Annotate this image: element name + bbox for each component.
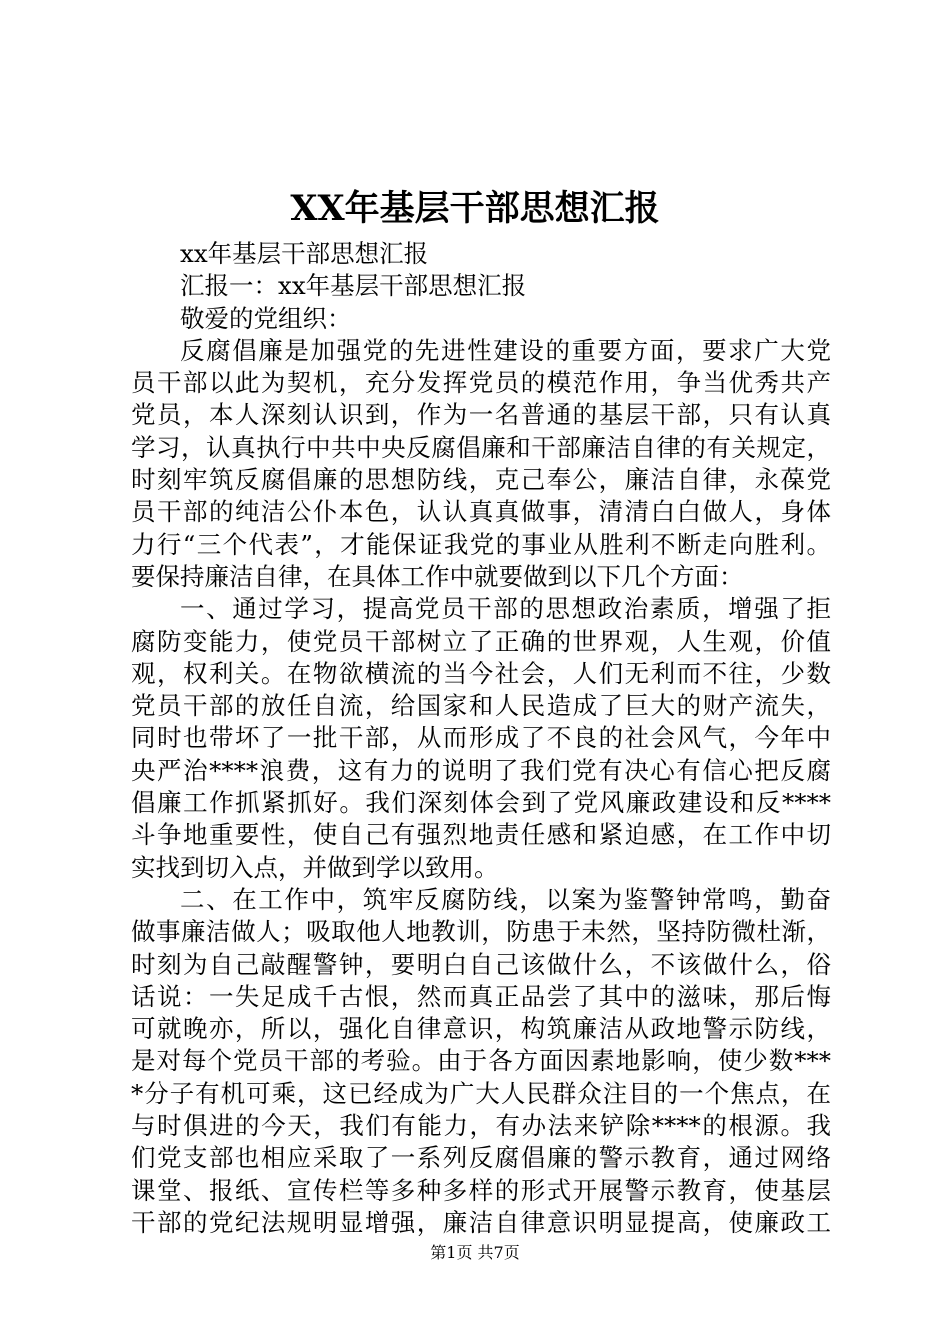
- text-line: 话说：一失足成千古恨，然而真正品尝了其中的滋味，那后悔: [131, 981, 831, 1011]
- text-line: 反腐倡廉是加强党的先进性建设的重要方面，要求广大党: [180, 335, 831, 365]
- text-line: 倡廉工作抓紧抓好。我们深刻体会到了党风廉政建设和反****: [131, 788, 831, 818]
- text-line: xx年基层干部思想汇报: [180, 239, 429, 268]
- text-line: 要保持廉洁自律，在具体工作中就要做到以下几个方面：: [131, 561, 744, 591]
- text-line: 一、通过学习，提高党员干部的思想政治素质，增强了拒: [180, 594, 831, 624]
- text-line: 与时俱进的今天，我们有能力，有办法来铲除****的根源。我: [131, 1111, 831, 1141]
- text-line: 员干部的纯洁公仆本色，认认真真做事，清清白白做人，身体: [131, 497, 831, 527]
- text-line: 学习，认真执行中共中央反腐倡廉和干部廉洁自律的有关规定，: [131, 432, 831, 462]
- page-number: 第1页 共7页: [430, 1243, 520, 1262]
- text-line: 二、在工作中，筑牢反腐防线，以案为鉴警钟常鸣，勤奋: [180, 884, 831, 914]
- text-line: 员干部以此为契机，充分发挥党员的模范作用，争当优秀共产: [131, 368, 831, 398]
- text-line: 同时也带坏了一批干部，从而形成了不良的社会风气，今年中: [131, 723, 831, 753]
- document-body: [131, 238, 831, 1239]
- text-line: 央严治****浪费，这有力的说明了我们党有决心有信心把反腐: [131, 755, 831, 785]
- document-title: XX年基层干部思想汇报: [290, 188, 660, 229]
- text-line: *分子有机可乘，这已经成为广大人民群众注目的一个焦点，在: [131, 1078, 831, 1108]
- text-line: 党员干部的放任自流，给国家和人民造成了巨大的财产流失，: [131, 691, 831, 721]
- text-line: 腐防变能力，使党员干部树立了正确的世界观，人生观，价值: [131, 626, 831, 656]
- text-line: 时刻为自己敲醒警钟，要明白自己该做什么，不该做什么，俗: [131, 949, 831, 979]
- text-line: 们党支部也相应采取了一系列反腐倡廉的警示教育，通过网络: [131, 1143, 831, 1173]
- text-line: 实找到切入点，并做到学以致用。: [131, 852, 499, 882]
- text-line: 观，权利关。在物欲横流的当今社会，人们无利而不往，少数: [131, 658, 831, 688]
- text-line: 是对每个党员干部的考验。由于各方面因素地影响，使少数***: [131, 1046, 831, 1076]
- text-line: 汇报一：xx年基层干部思想汇报: [180, 271, 527, 301]
- text-line: 做事廉洁做人；吸取他人地教训，防患于未然，坚持防微杜渐，: [131, 917, 831, 947]
- text-line: 力行“三个代表”，才能保证我党的事业从胜利不断走向胜利。: [131, 529, 831, 559]
- page-footer: [0, 1242, 950, 1264]
- text-line: 干部的党纪法规明显增强，廉洁自律意识明显提高，使廉政工: [131, 1207, 831, 1237]
- text-line: 党员，本人深刻认识到，作为一名普通的基层干部，只有认真: [131, 400, 831, 430]
- text-line: 时刻牢筑反腐倡廉的思想防线，克己奉公，廉洁自律，永葆党: [131, 465, 831, 495]
- text-line: 斗争地重要性，使自己有强烈地责任感和紧迫感，在工作中切: [131, 820, 831, 850]
- text-line: 课堂、报纸、宣传栏等多种多样的形式开展警示教育，使基层: [131, 1175, 831, 1205]
- text-line: 敬爱的党组织：: [180, 303, 352, 333]
- text-line: 可就晚亦，所以，强化自律意识，构筑廉洁从政地警示防线，: [131, 1014, 831, 1044]
